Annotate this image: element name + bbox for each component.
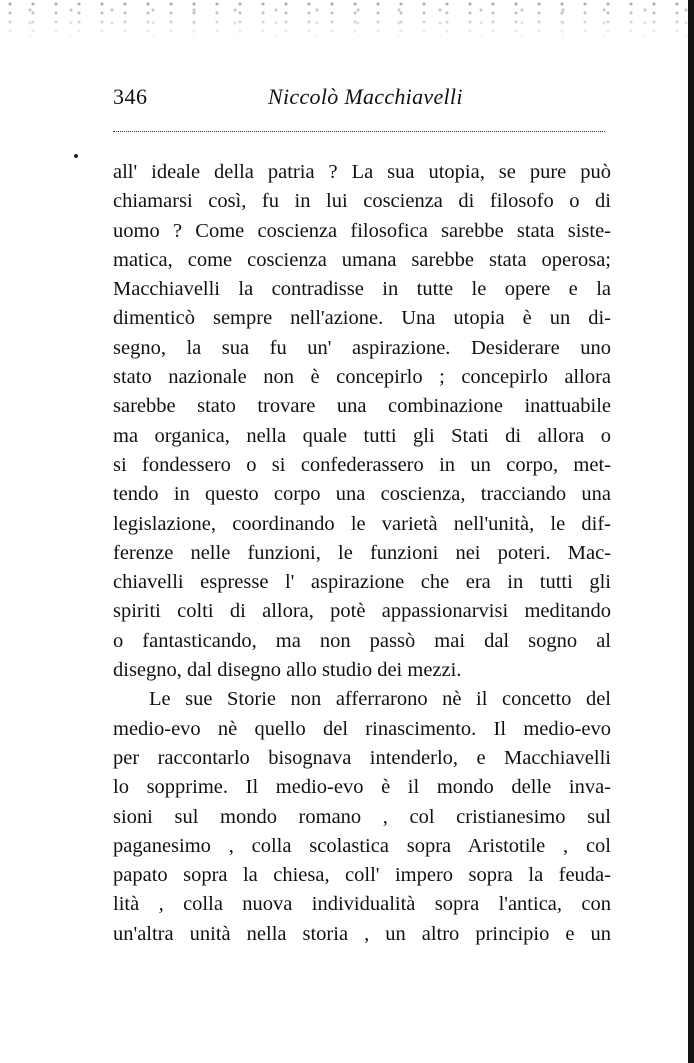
text-line: lo sopprime. Il medio-evo è il mondo delle inva- [113,776,611,799]
text-line: ma organica, nella quale tutti gli Stati di allora o [113,424,611,447]
text-line: lità , colla nuova individualità sopra l'antica, con [113,893,611,916]
page-number: 346 [113,84,148,109]
text-line: matica, come coscienza umana sarebbe stata operosa; [113,248,611,271]
text-line: segno, la sua fu un' aspirazione. Desiderare uno [113,336,611,359]
body-text [113,158,611,949]
header-rule [113,131,605,132]
text-line: si fondessero o si confederassero in un corpo, met- [113,453,611,476]
scan-edge [688,0,694,1063]
text-line: un'altra unità nella storia , un altro principio e un [113,922,611,945]
paragraph-2 [113,685,611,949]
text-line: chiavelli espresse l' aspirazione che era in tutti gli [113,571,611,594]
margin-mark [74,154,78,158]
text-line: legislazione, coordinando le varietà nell'unità, le dif- [113,512,611,535]
text-line: sioni sul mondo romano , col cristianesimo sul [113,805,611,828]
text-line: paganesimo , colla scolastica sopra Aristotile , col [113,834,611,857]
text-line: papato sopra la chiesa, coll' impero sopra la feuda- [113,864,611,887]
running-title: Niccolò Macchiavelli [268,84,463,109]
page-header [113,84,607,118]
text-line: per raccontarlo bisognava intenderlo, e Macchiavelli [113,746,611,769]
text-line: o fantasticando, ma non passò mai dal sogno al [113,629,611,652]
text-line: stato nazionale non è concepirlo ; concepirlo allora [113,366,611,389]
paragraph-1 [113,158,611,685]
text-line: spiriti colti di allora, potè appassionarvisi meditando [113,600,611,623]
text-line: uomo ? Come coscienza filosofica sarebbe stata siste- [113,219,611,242]
text-line: medio-evo nè quello del rinascimento. Il medio-evo [113,717,611,740]
text-line: disegno, dal disegno allo studio dei mezzi. [113,659,462,682]
text-line: chiamarsi così, fu in lui coscienza di filosofo o di [113,190,611,213]
text-line: all' ideale della patria ? La sua utopia, se pure può [113,161,611,183]
text-line: Macchiavelli la contradisse in tutte le opere e la [113,278,611,301]
text-line: sarebbe stato trovare una combinazione inattuabile [113,395,611,418]
text-line: Le sue Storie non afferrarono nè il concetto del [149,688,611,711]
text-line: tendo in questo corpo una coscienza, tracciando una [113,483,611,506]
text-line: ferenze nelle funzioni, le funzioni nei poteri. Mac- [113,541,611,564]
text-line: dimenticò sempre nell'azione. Una utopia è un di- [113,307,611,330]
